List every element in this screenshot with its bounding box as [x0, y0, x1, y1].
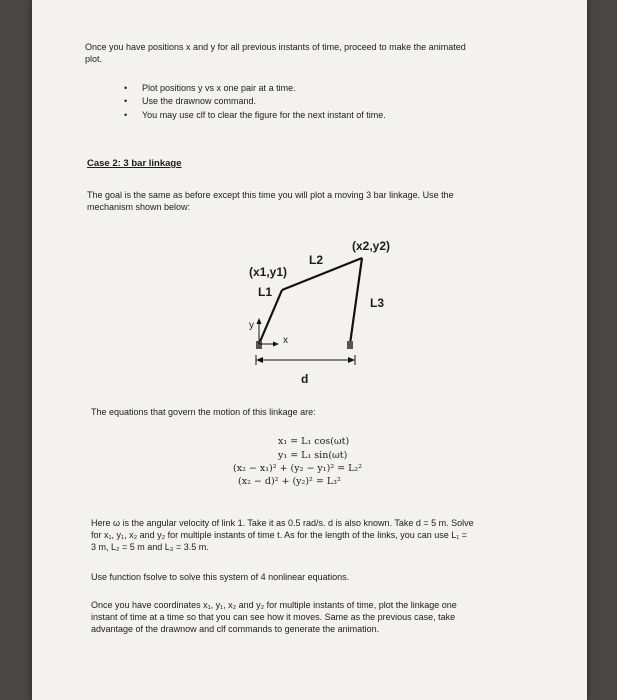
linkage-diagram — [32, 0, 587, 700]
para3-line-2: instant of time at a time so that you can see how it moves. Same as the previous case, take — [91, 612, 456, 622]
equations-intro: The equations that govern the motion of this linkage are: — [91, 407, 316, 417]
para3-line-1: Once you have coordinates x₁, y₁, x₂ and y₂ for multiple instants of time, plot the linkage one — [91, 600, 457, 610]
label-l3: L3 — [370, 296, 385, 310]
para3-line-3: advantage of the drawnow and clf commands to generate the animation. — [91, 624, 380, 634]
goal-line-1: The goal is the same as before except this time you will plot a moving 3 bar linkage. Use the — [87, 190, 454, 200]
label-l1: L1 — [258, 285, 273, 299]
link-l3 — [350, 258, 362, 344]
label-d: d — [301, 372, 309, 386]
equation-4: (x₂ − d)² + (y₂)² = L₃² — [238, 476, 341, 487]
para1-line-2: for x₁, y₁, x₂ and y₂ for multiple instants of time t. As for the length of the links, you can use L₁ = — [91, 530, 468, 540]
bullet-item: You may use clf to clear the figure for the next instant of time. — [142, 110, 386, 120]
case2-heading: Case 2: 3 bar linkage — [87, 158, 182, 169]
document-page — [32, 0, 587, 700]
bullet-item: Use the drawnow command. — [142, 96, 257, 106]
intro-line-1: Once you have positions x and y for all previous instants of time, proceed to make the animated — [85, 42, 466, 52]
intro-line-2: plot. — [85, 54, 103, 64]
bullet-dot: • — [124, 110, 128, 120]
equation-2: y₁ = L₁ sin(ωt) — [278, 450, 348, 461]
label-x2y2: (x2,y2) — [352, 239, 391, 253]
equation-1: x₁ = L₁ cos(ωt) — [278, 436, 350, 447]
label-l2: L2 — [309, 253, 324, 267]
para1-line-3: 3 m, L₂ = 5 m and L₃ = 3.5 m. — [91, 542, 209, 552]
dim-arrow-right — [348, 357, 355, 363]
goal-line-2: mechanism shown below: — [87, 202, 191, 212]
bullet-item: Plot positions y vs x one pair at a time. — [142, 83, 296, 93]
equation-3: (x₂ − x₁)² + (y₂ − y₁)² = L₂² — [233, 463, 363, 474]
dim-arrow-left — [256, 357, 263, 363]
para1-line-1: Here ω is the angular velocity of link 1. Take it as 0.5 rad/s. d is also known. Take d = 5 m. Solve — [91, 518, 474, 528]
para2-line-1: Use function fsolve to solve this system of 4 nonlinear equations. — [91, 572, 350, 582]
label-y: y — [249, 320, 254, 331]
x-axis-arrowhead — [273, 342, 279, 347]
y-axis-arrowhead — [257, 318, 262, 324]
bullet-dot: • — [124, 96, 128, 106]
bullet-dot: • — [124, 83, 128, 93]
label-x: x — [283, 335, 288, 346]
label-x1y1: (x1,y1) — [249, 265, 288, 279]
ground-pivot-right — [347, 341, 353, 349]
